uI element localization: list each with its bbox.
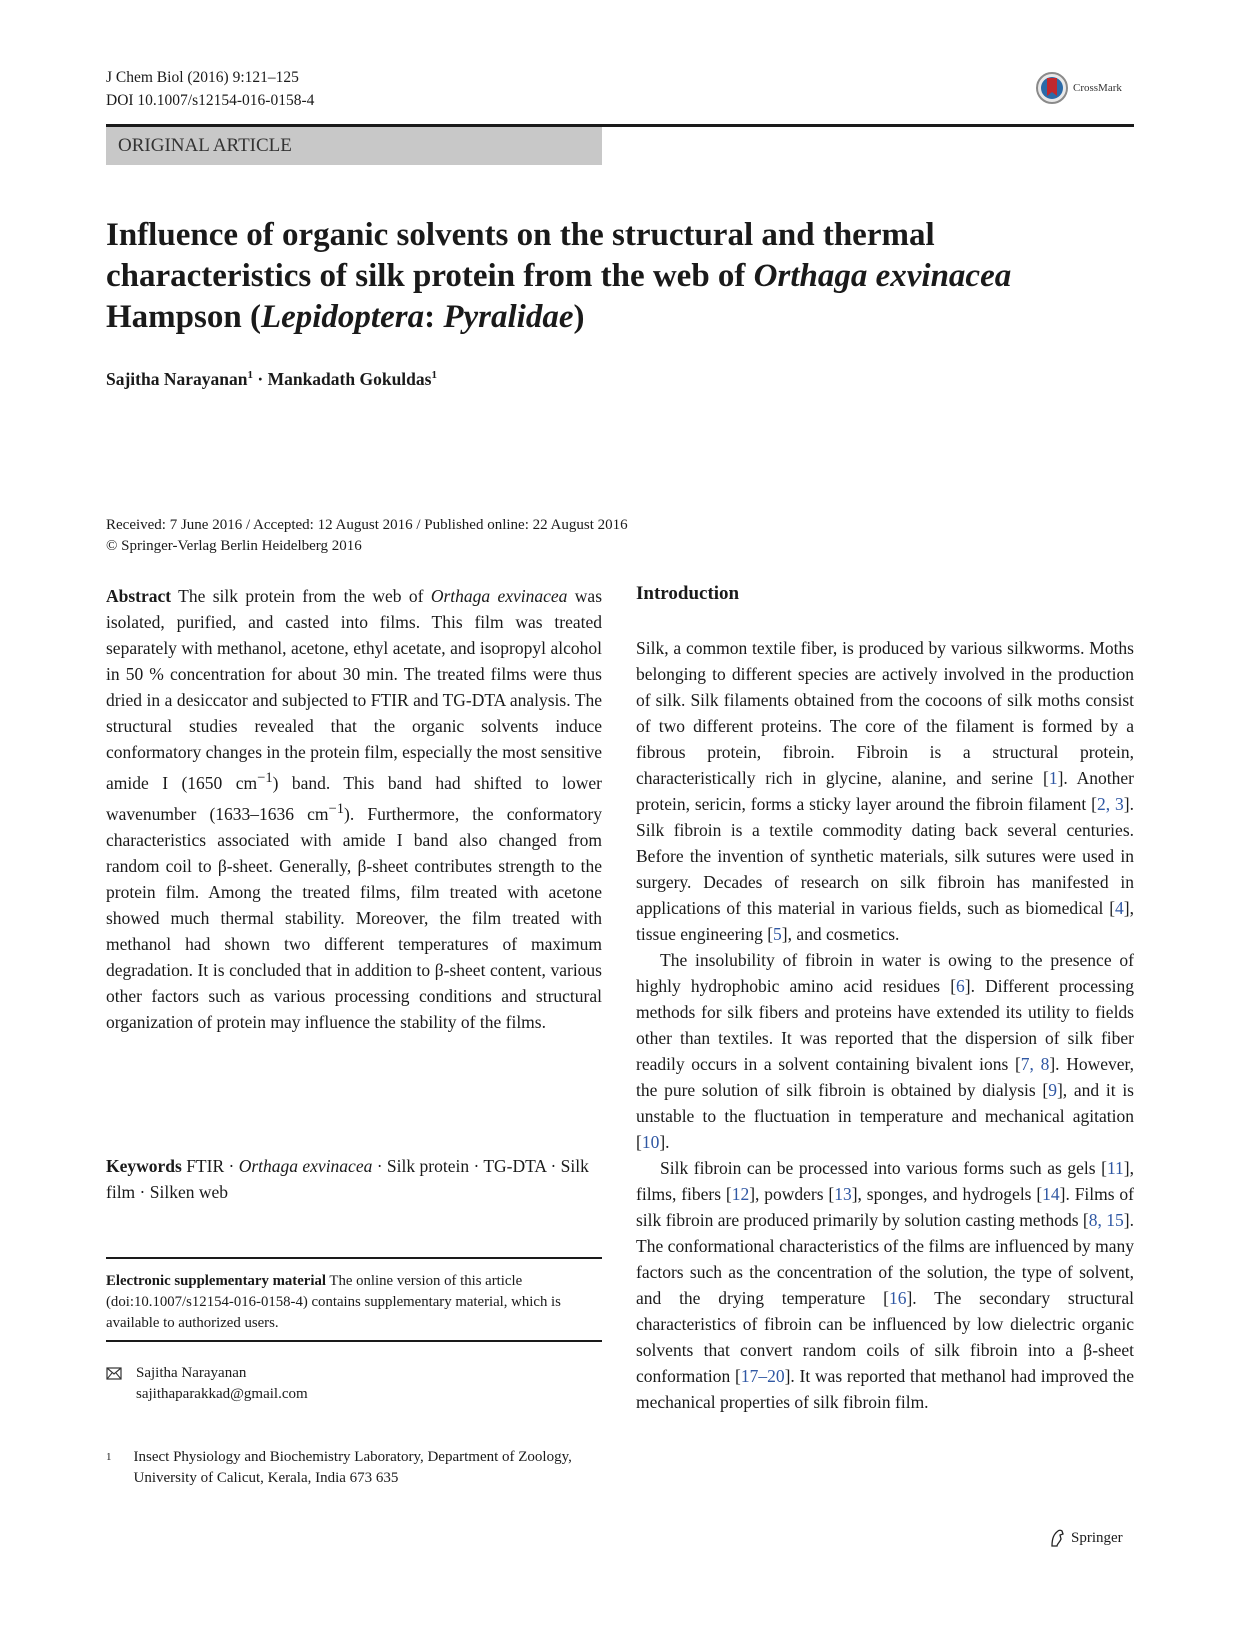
abstract-text: The silk protein from the web of [171,586,431,606]
intro-paragraph-1 [636,635,1134,947]
intro-paragraph-3 [636,1155,1134,1415]
crossmark-label: CrossMark [1073,82,1122,94]
introduction-body [636,635,1134,1415]
abstract-paragraph [106,583,602,1035]
intro-text: ], and cosmetics. [781,924,900,944]
journal-line: J Chem Biol (2016) 9:121–125 [106,69,299,86]
intro-text: ]. [659,1132,670,1152]
superscript: −1 [328,800,345,817]
title-part-1: Influence of organic solvents on the structural and thermal characteristics of silk protein from the web of [106,217,935,294]
intro-text: ], powders [ [749,1184,835,1204]
supplementary-top-rule [106,1257,602,1259]
citation-link[interactable]: 2, 3 [1097,794,1124,814]
supplementary-label: Electronic supplementary material [106,1273,326,1289]
author-list [106,369,437,390]
title-order: Lepidoptera [260,299,425,335]
citation-link[interactable]: 16 [888,1288,907,1308]
title-species: Orthaga exvinacea [753,258,1012,294]
author-separator: · [252,369,268,389]
intro-text: ]. Films of silk fibroin are produced primarily by solution casting methods [ [636,1184,1134,1230]
supplementary-text: The online version of this article (doi:10.1007/s12154-016-0158-4) contains supplementary material, which is available to authorized users. [106,1273,561,1331]
citation-link[interactable]: 13 [834,1184,852,1204]
keyword-text: · Silk protein · TG-DTA · Silk film · Silken web [106,1156,589,1202]
title-close: ) [573,299,585,335]
citation-link[interactable]: 7, 8 [1020,1054,1050,1074]
intro-text: ], tissue engineering [ [636,898,1134,944]
intro-text: Silk, a common textile fiber, is produced by various silkworms. Moths belonging to different species are actively involved in the production of silk. Silk filaments obtained from the cocoons of silk moths consist of two different proteins. The core of the filament is formed by a fibrous protein, fibroin. Fibroin is a structural protein, characteristically rich in glycine, alanine, and serine [ [636,638,1134,788]
intro-text: ]. However, the pure solution of silk fibroin is obtained by dialysis [ [636,1054,1135,1100]
title-family: Pyralidae [443,299,574,335]
abstract-species: Orthaga exvinacea [430,586,568,606]
contact-email[interactable]: sajithaparakkad@gmail.com [136,1386,308,1402]
intro-text: ]. The conformational characteristics of the films are influenced by many factors such as the concentration of the solution, the type of solvent, and the drying temperature [ [636,1210,1134,1308]
keyword-species: Orthaga exvinacea [238,1156,373,1176]
article-title [106,215,1146,338]
citation-link[interactable]: 9 [1048,1080,1057,1100]
intro-text: ]. The secondary structural characteristics of fibroin can be influenced by low dielectric organic solvents that convert random coils of silk fibroin into a β-sheet conformation [ [636,1288,1134,1386]
citation-link[interactable]: 5 [773,924,782,944]
contact-name: Sajitha Narayanan [136,1365,247,1381]
keywords-block [106,1153,602,1205]
publisher-name: Springer [1071,1529,1123,1546]
citation-link[interactable]: 11 [1106,1158,1124,1178]
citation-link[interactable]: 10 [641,1132,660,1152]
supplementary-note [106,1271,602,1334]
publication-dates [106,515,628,557]
citation-link[interactable]: 1 [1048,768,1058,788]
springer-horse-icon [1048,1528,1066,1548]
intro-text: Silk fibroin can be processed into various forms such as gels [ [660,1158,1107,1178]
copyright-line: © Springer-Verlag Berlin Heidelberg 2016 [106,538,362,554]
author-affiliation-sup: 1 [247,369,253,382]
intro-paragraph-2 [636,947,1134,1155]
author-affiliation-sup: 1 [431,369,437,382]
citation-link[interactable]: 4 [1115,898,1124,918]
intro-text: ], and it is unstable to the fluctuation in temperature and mechanical agitation [ [636,1080,1134,1152]
intro-text: ], sponges, and hydrogels [ [851,1184,1043,1204]
citation-link[interactable]: 14 [1042,1184,1060,1204]
abstract-text: ). Furthermore, the conformatory characteristics associated with amide I band also changed from random coil to β-sheet. Generally, β-sheet contributes strength to the protein film. Among the treated films, film treated with acetone showed much thermal stability. Moreover, the film treated with methanol had shown two different temperatures of maximum degradation. It is concluded that in addition to β-sheet content, various other factors such as various processing conditions and structural organization of protein may influence the stability of the films. [106,803,602,1032]
introduction-heading: Introduction [636,583,740,604]
superscript: −1 [257,770,273,786]
citation-link[interactable]: 12 [731,1184,750,1204]
intro-text: ]. It was reported that methanol had improved the mechanical properties of silk fibroin film. [636,1366,1134,1412]
keyword-text: FTIR · [181,1156,239,1176]
citation-link[interactable]: 8, 15 [1088,1210,1124,1230]
author-name[interactable]: Mankadath Gokuldas [267,369,432,389]
crossmark-icon [1035,71,1069,105]
abstract-label: Abstract [106,586,172,606]
intro-text: ], films, fibers [ [636,1158,1134,1204]
publisher-logo [1048,1528,1123,1548]
title-part-2: Hampson ( [106,299,261,335]
citation-link[interactable]: 6 [956,976,965,996]
affiliation-number: 1 [106,1451,112,1463]
doi-line[interactable]: DOI 10.1007/s12154-016-0158-4 [106,92,315,109]
corresponding-author [106,1363,308,1405]
intro-text: ]. Silk fibroin is a textile commodity dating back several centuries. Before the invention of synthetic materials, silk sutures were used in surgery. Decades of research on silk fibroin has manifested in applications of this material in various fields, such as biomedical [ [636,794,1134,918]
journal-citation [106,66,314,112]
keywords-label: Keywords [106,1156,182,1176]
affiliation [106,1447,602,1489]
abstract-text: ) band. This band had shifted to lower wavenumber (1633–1636 cm [106,772,603,824]
supplementary-bottom-rule [106,1340,602,1342]
envelope-icon [106,1367,122,1380]
abstract-text: was isolated, purified, and casted into films. This film was treated separately with methanol, acetone, ethyl acetate, and isopropyl alcohol in 50 % concentration for about 30 min. The treated films were thus dried in a desiccator and subjected to FTIR and TG-DTA analysis. The structural studies revealed that the organic solvents induce conformatory changes in the protein film, especially the most sensitive amide I (1650 cm [106,586,603,793]
intro-text: ]. Different processing methods for silk fibers and proteins have extended its utility to fields other than textiles. It was reported that the dispersion of silk fiber readily occurs in a solvent containing bivalent ions [ [636,976,1134,1074]
intro-text: The insolubility of fibroin in water is owing to the presence of highly hydrophobic amino acid residues [ [636,950,1134,996]
author-name[interactable]: Sajitha Narayanan [106,369,248,389]
article-type-banner: ORIGINAL ARTICLE [106,127,602,165]
crossmark-badge[interactable] [1035,70,1150,106]
history-dates: Received: 7 June 2016 / Accepted: 12 August 2016 / Published online: 22 August 2016 [106,517,628,533]
intro-text: ]. Another protein, sericin, forms a sticky layer around the fibroin filament [ [636,768,1134,814]
citation-link[interactable]: 17–20 [740,1366,785,1386]
title-colon: : [424,299,444,335]
affiliation-text: Insect Physiology and Biochemistry Laboratory, Department of Zoology, University of Calicut, Kerala, India 673 635 [133,1449,572,1486]
